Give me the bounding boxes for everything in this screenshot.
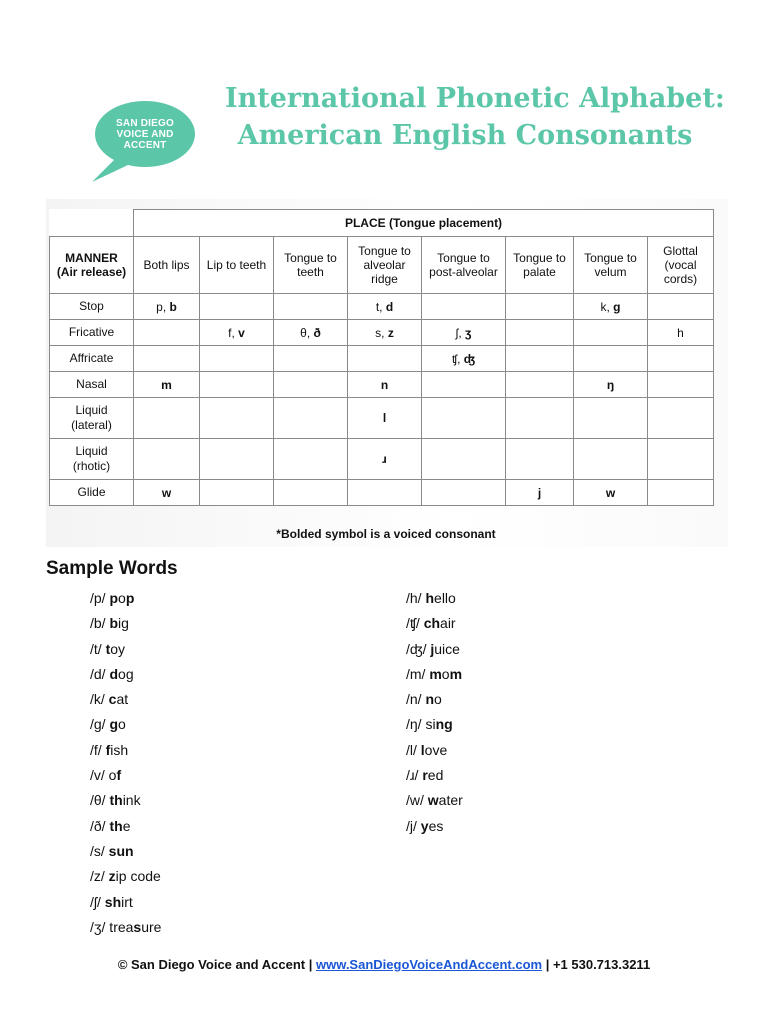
symbol-text: ed: [427, 767, 444, 784]
table-row: [50, 294, 714, 320]
voiced-symbol: b: [109, 615, 119, 632]
table-cell: [506, 294, 574, 320]
sample-word: [90, 915, 161, 940]
table-cell: [574, 372, 648, 398]
table-cell: [134, 480, 200, 506]
symbol-text: /ʃ/: [90, 893, 105, 910]
table-cell: [422, 480, 506, 506]
sample-word: [90, 814, 161, 839]
place-column-header: [574, 237, 648, 294]
sample-word: [90, 637, 161, 662]
place-column-header: [134, 237, 200, 294]
table-cell: [648, 320, 714, 346]
sample-word: [90, 712, 161, 737]
symbol-text: f,: [228, 325, 239, 340]
table-cell: [422, 320, 506, 346]
symbol-text: air: [440, 615, 456, 632]
sample-word: [90, 864, 161, 889]
table-cell: [274, 346, 348, 372]
sample-word: [406, 712, 463, 737]
table-cell: [574, 346, 648, 372]
voiced-symbol: y: [420, 817, 429, 834]
voiced-symbol: ŋ: [606, 377, 615, 392]
symbol-text: ove: [424, 741, 448, 758]
symbol-text: θ,: [300, 325, 314, 340]
symbol-text: /ʤ/: [406, 640, 431, 657]
symbol-text: /ɹ/: [406, 767, 423, 784]
page-title: [225, 80, 725, 154]
table-cell: [648, 439, 714, 480]
cell-line: post-alveolar: [429, 265, 498, 279]
symbol-text: ure: [141, 918, 162, 935]
voiced-symbol: j: [430, 640, 435, 657]
table-cell: [574, 320, 648, 346]
footer: [0, 957, 768, 972]
voiced-symbol: b: [169, 299, 177, 314]
table-cell: [200, 480, 274, 506]
voiced-symbol: d: [109, 665, 119, 682]
symbol-text: og: [118, 665, 134, 682]
symbol-text: /t/: [90, 640, 106, 657]
cell-line: Tongue to: [358, 244, 411, 258]
voiced-symbol: p: [109, 590, 119, 606]
table-row: [50, 372, 714, 398]
table-cell: [274, 439, 348, 480]
table-cell: [274, 294, 348, 320]
symbol-text: ello: [434, 590, 456, 606]
cell-line: cords): [663, 272, 698, 286]
table-cell: [574, 294, 648, 320]
symbol-text: k,: [600, 299, 614, 314]
table-cell: [348, 480, 422, 506]
voiced-symbol: n: [425, 691, 435, 708]
symbol-text: /v/ o: [90, 767, 117, 784]
cell-line: Tongue to: [584, 251, 637, 265]
table-cell: [422, 372, 506, 398]
logo-line: ACCENT: [123, 140, 167, 151]
symbol-text: ater: [438, 792, 463, 809]
voiced-symbol: r: [422, 767, 428, 784]
symbol-text: /d/: [90, 665, 110, 682]
symbol-text: ip code: [115, 868, 161, 885]
voiced-symbol: ng: [435, 716, 453, 733]
place-column-header: [348, 237, 422, 294]
voiced-symbol: l: [420, 741, 425, 758]
manner-label: [50, 372, 134, 398]
symbol-text: /n/: [406, 691, 426, 708]
title-line-1: International Phonetic Alphabet:: [225, 83, 725, 114]
sample-word: [406, 637, 463, 662]
cell-line: Lip to teeth: [206, 258, 267, 272]
voiced-symbol: n: [380, 377, 389, 392]
cell-line: teeth: [297, 265, 324, 279]
voiced-symbol: m: [161, 377, 172, 392]
voiced-symbol: sun: [108, 842, 134, 859]
sample-word: [90, 788, 161, 813]
cell-line: (Air release): [56, 265, 127, 279]
sample-word: [90, 662, 161, 687]
symbol-text: /s/: [90, 842, 109, 859]
table-cell: [200, 294, 274, 320]
table-cell: [274, 480, 348, 506]
cell-line: velum: [594, 265, 627, 279]
voiced-symbol: f: [105, 741, 111, 758]
logo: [90, 100, 200, 184]
logo-line: VOICE AND: [116, 129, 174, 140]
table-cell: [422, 294, 506, 320]
voiced-symbol: z: [108, 868, 116, 885]
cell-line: (lateral): [71, 418, 112, 432]
sample-word: [90, 611, 161, 636]
cell-line: MANNER: [65, 251, 118, 265]
symbol-text: oy: [110, 640, 126, 657]
symbol-text: /ʒ/ trea: [90, 918, 134, 935]
sample-word: [90, 890, 161, 915]
sample-words-right-column: [406, 586, 463, 839]
symbol-text: es: [428, 817, 444, 834]
symbol-text: /l/: [406, 741, 421, 758]
voiced-symbol: w: [161, 485, 172, 500]
symbol-text: /w/: [406, 792, 428, 809]
voiced-symbol: m: [449, 665, 463, 682]
voiced-symbol: j: [537, 485, 542, 500]
table-cell: [648, 372, 714, 398]
table-row: [50, 480, 714, 506]
voiced-symbol: ʒ: [465, 325, 472, 340]
table-cell: [348, 320, 422, 346]
symbol-text: o: [441, 665, 450, 682]
voiced-symbol: z: [387, 325, 394, 340]
voiced-symbol: th: [109, 817, 123, 834]
voiced-symbol: g: [613, 299, 621, 314]
table-cell: [274, 320, 348, 346]
symbol-text: /f/: [90, 741, 106, 758]
cell-line: Liquid: [75, 403, 108, 417]
table-cell: [506, 439, 574, 480]
manner-label: [50, 398, 134, 439]
voiced-symbol: d: [385, 299, 394, 314]
cell-line: Fricative: [68, 325, 115, 339]
manner-label: [50, 439, 134, 480]
voiced-symbol: h: [425, 590, 435, 606]
manner-header: [50, 237, 134, 294]
cell-line: Tongue to: [513, 251, 566, 265]
voiced-symbol: w: [605, 485, 616, 500]
symbol-text: /k/: [90, 691, 109, 708]
table-cell: [348, 346, 422, 372]
voiced-symbol: f: [116, 767, 122, 784]
sample-words-left-column: [90, 586, 161, 940]
symbol-text: /h/: [406, 590, 426, 606]
table-cell: [506, 480, 574, 506]
symbol-text: at: [116, 691, 129, 708]
table-cell: [200, 439, 274, 480]
title-line-2: American English Consonants: [237, 120, 693, 151]
symbol-text: h: [677, 325, 684, 340]
sample-word: [406, 687, 463, 712]
symbol-text: o: [118, 716, 126, 733]
table-row: [50, 320, 714, 346]
table-cell: [506, 372, 574, 398]
footer-phone: | +1 530.713.3211: [542, 957, 651, 972]
manner-label: [50, 294, 134, 320]
voiced-symbol: th: [109, 792, 123, 809]
sample-word: [406, 763, 463, 788]
table-cell: [274, 372, 348, 398]
table-row: [50, 398, 714, 439]
symbol-text: ʃ,: [455, 325, 465, 340]
voiced-symbol: l: [382, 411, 387, 425]
table-row: [50, 439, 714, 480]
voiced-symbol: w: [427, 792, 439, 809]
table-cell: [348, 398, 422, 439]
place-header: PLACE (Tongue placement): [134, 210, 714, 237]
cell-line: Tongue to: [437, 251, 490, 265]
voiced-symbol: c: [108, 691, 117, 708]
table-cell: [274, 398, 348, 439]
table-cell: [422, 439, 506, 480]
symbol-text: irt: [121, 893, 133, 910]
cell-line: (vocal: [664, 258, 697, 272]
table-cell: [648, 294, 714, 320]
symbol-text: /m/: [406, 665, 430, 682]
table-cell: [134, 398, 200, 439]
symbol-text: /b/: [90, 615, 110, 632]
table-cell: [574, 398, 648, 439]
cell-line: Tongue to: [284, 251, 337, 265]
symbol-text: ʧ,: [451, 351, 464, 366]
manner-label: [50, 346, 134, 372]
sample-word: [406, 814, 463, 839]
sample-words-heading: Sample Words: [46, 558, 178, 579]
sample-word: [90, 687, 161, 712]
symbol-text: ig: [118, 615, 129, 632]
consonant-chart-table: [49, 209, 714, 506]
table-cell: [200, 346, 274, 372]
corner-blank: [50, 210, 134, 237]
table-cell: [200, 398, 274, 439]
symbol-text: /g/: [90, 716, 110, 733]
table-cell: [574, 439, 648, 480]
cell-line: Glottal: [663, 244, 698, 258]
table-cell: [134, 439, 200, 480]
cell-line: Liquid: [75, 444, 108, 458]
sample-word: [90, 738, 161, 763]
cell-line: Nasal: [76, 377, 107, 391]
sample-word: [90, 763, 161, 788]
table-cell: [422, 346, 506, 372]
voiced-symbol: p: [125, 590, 135, 606]
place-column-header: [506, 237, 574, 294]
place-column-header: [274, 237, 348, 294]
cell-line: (rhotic): [72, 459, 111, 473]
table-cell: [134, 346, 200, 372]
table-cell: [348, 372, 422, 398]
table-cell: [648, 480, 714, 506]
place-column-header: [648, 237, 714, 294]
voiced-symbol: ch: [423, 615, 441, 632]
table-cell: [200, 320, 274, 346]
cell-line: Glide: [77, 485, 106, 499]
voiced-symbol: t: [105, 640, 111, 657]
sample-word: [90, 586, 161, 611]
voiced-symbol: ð: [313, 325, 321, 340]
table-row: [50, 346, 714, 372]
symbol-text: p,: [156, 299, 170, 314]
table-cell: [648, 398, 714, 439]
logo-text: [98, 118, 192, 151]
voiced-symbol: v: [238, 325, 245, 340]
sample-word: [406, 662, 463, 687]
symbol-text: /ð/: [90, 817, 110, 834]
table-cell: [506, 398, 574, 439]
cell-line: Affricate: [69, 351, 114, 365]
table-cell: [348, 294, 422, 320]
table-cell: [134, 294, 200, 320]
place-column-header: [200, 237, 274, 294]
symbol-text: o: [118, 590, 126, 606]
place-column-header: [422, 237, 506, 294]
sample-word: [406, 611, 463, 636]
voiced-symbol: m: [429, 665, 442, 682]
symbol-text: /z/: [90, 868, 109, 885]
symbol-text: s,: [375, 325, 388, 340]
table-cell: [422, 398, 506, 439]
table-cell: [648, 346, 714, 372]
table-note: *Bolded symbol is a voiced consonant: [276, 527, 496, 541]
sample-word: [90, 839, 161, 864]
cell-line: alveolar: [363, 258, 406, 272]
symbol-text: /θ/: [90, 792, 110, 809]
sample-word: [406, 586, 463, 611]
table-cell: [574, 480, 648, 506]
voiced-symbol: ɹ: [382, 452, 387, 466]
cell-line: Stop: [79, 299, 104, 313]
table-cell: [506, 346, 574, 372]
table-cell: [200, 372, 274, 398]
symbol-text: ink: [122, 792, 141, 809]
table-cell: [506, 320, 574, 346]
manner-label: [50, 480, 134, 506]
voiced-symbol: sh: [104, 893, 122, 910]
symbol-text: /j/: [406, 817, 421, 834]
symbol-text: t,: [375, 299, 386, 314]
voiced-symbol: s: [133, 918, 142, 935]
manner-label: [50, 320, 134, 346]
logo-line: SAN DIEGO: [116, 118, 174, 129]
symbol-text: /ʧ/: [406, 615, 424, 632]
symbol-text: ish: [110, 741, 129, 758]
symbol-text: e: [122, 817, 131, 834]
cell-line: Both lips: [143, 258, 190, 272]
voiced-symbol: ʤ: [463, 351, 476, 366]
symbol-text: uice: [434, 640, 460, 657]
website-link[interactable]: www.SanDiegoVoiceAndAccent.com: [315, 957, 543, 972]
table-cell: [348, 439, 422, 480]
cell-line: palate: [523, 265, 556, 279]
sample-word: [406, 788, 463, 813]
symbol-text: /ŋ/ si: [406, 716, 436, 733]
footer-copyright: © San Diego Voice and Accent |: [117, 957, 316, 972]
sample-word: [406, 738, 463, 763]
symbol-text: /p/: [90, 590, 110, 606]
symbol-text: o: [434, 691, 442, 708]
voiced-symbol: g: [109, 716, 119, 733]
table-cell: [134, 372, 200, 398]
table-cell: [134, 320, 200, 346]
cell-line: ridge: [371, 272, 398, 286]
